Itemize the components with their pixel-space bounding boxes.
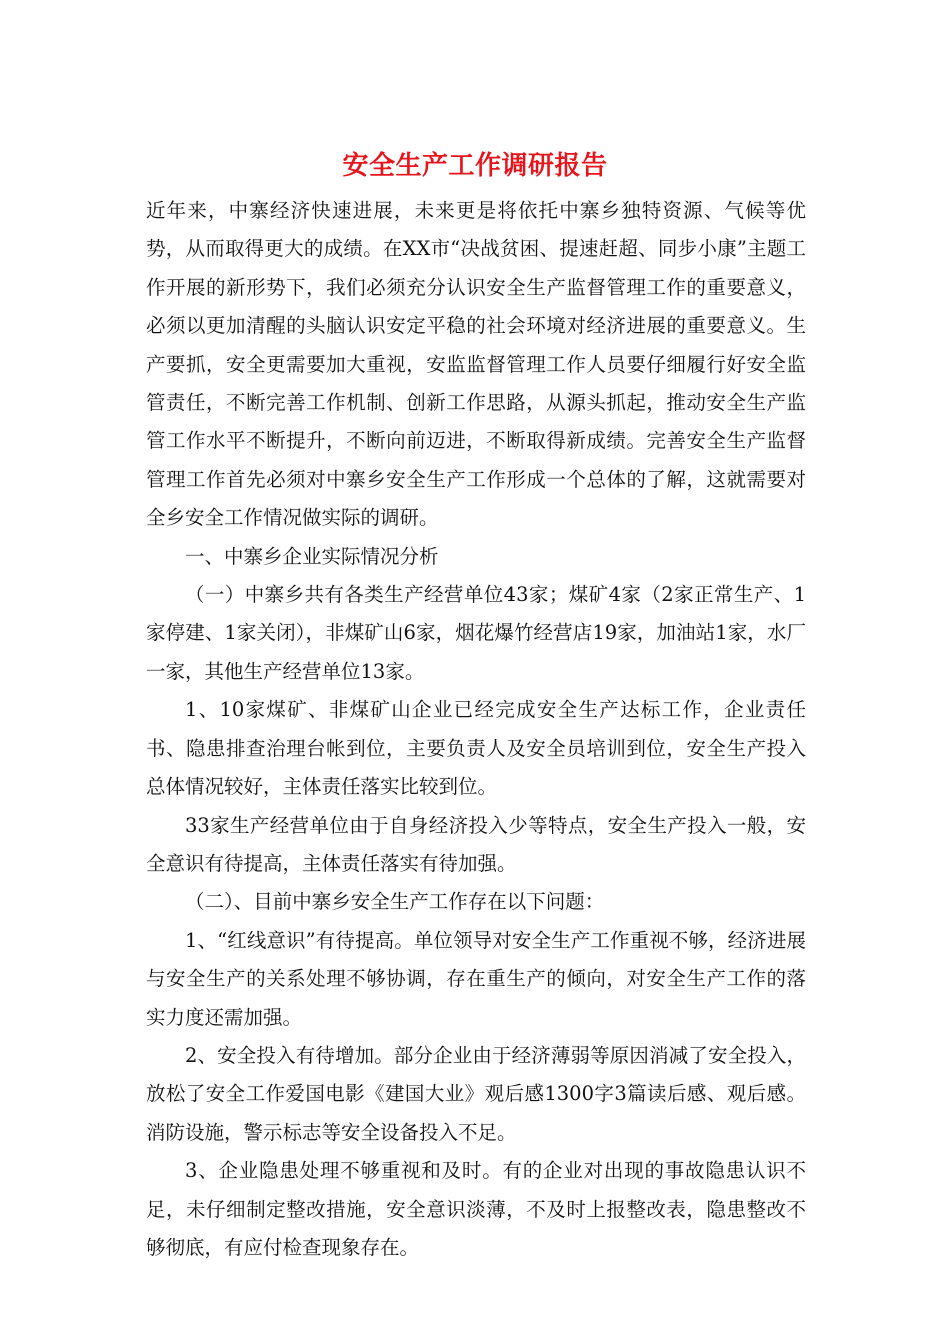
document-title: 安全生产工作调研报告 [342, 151, 608, 181]
paragraph-intro: 近年来，中寨经济快速进展，未来更是将依托中寨乡独特资源、气候等优势，从而取得更大的成绩。在XX市“决战贫困、提速赶超、同步小康”主题工作开展的新形势下，我们必须充分认识安全生产监督管理工作的重要意义，必须以更加清醒的头脑认识安定平稳的社会环境对经济进展的重要意义。生产要抓，安全更需要加大重视，安监监督管理工作人员要仔细履行好安全监管责任，不断完善工作机制、创新工作思路，从源头抓起，推动安全生产监管工作水平不断提升，不断向前迈进，不断取得新成绩。完善安全生产监督管理工作首先必须对中寨乡安全生产工作形成一个总体的了解，这就需要对全乡安全工作情况做实际的调研。 [146, 199, 806, 530]
paragraph-units-overview: （一）中寨乡共有各类生产经营单位43家；煤矿4家（2家正常生产、1家停建、1家关闭），非煤矿山6家，烟花爆竹经营店19家，加油站1家，水厂一家，其他生产经营单位13家。 [146, 583, 806, 683]
paragraph-issue-3: 3、企业隐患处理不够重视和及时。有的企业对出现的事故隐患认识不足，未仔细制定整改措施，安全意识淡薄，不及时上报整改表，隐患整改不够彻底，有应付检查现象存在。 [146, 1159, 806, 1259]
document-body [146, 192, 806, 1267]
paragraph-issue-1: 1、“红线意识”有待提高。单位领导对安全生产工作重视不够，经济进展与安全生产的关系处理不够协调，存在重生产的倾向，对安全生产工作的落实力度还需加强。 [146, 928, 806, 1029]
paragraph-issue-2: 2、安全投入有待增加。部分企业由于经济薄弱等原因消减了安全投入，放松了安全工作爱国电影《建国大业》观后感1300字3篇读后感、观后感。消防设施，警示标志等安全设备投入不足。 [146, 1043, 806, 1144]
paragraph-mines-status: 1、10家煤矿、非煤矿山企业已经完成安全生产达标工作，企业责任书、隐患排查治理台帐到位，主要负责人及安全员培训到位，安全生产投入总体情况较好，主体责任落实比较到位。 [146, 698, 806, 799]
section-heading-1: 一、中寨乡企业实际情况分析 [185, 544, 439, 568]
section-heading-2: （二）、目前中寨乡安全生产工作存在以下问题： [185, 890, 605, 914]
paragraph-other-units: 33家生产经营单位由于自身经济投入少等特点，安全生产投入一般，安全意识有待提高，主体责任落实有待加强。 [146, 813, 806, 875]
